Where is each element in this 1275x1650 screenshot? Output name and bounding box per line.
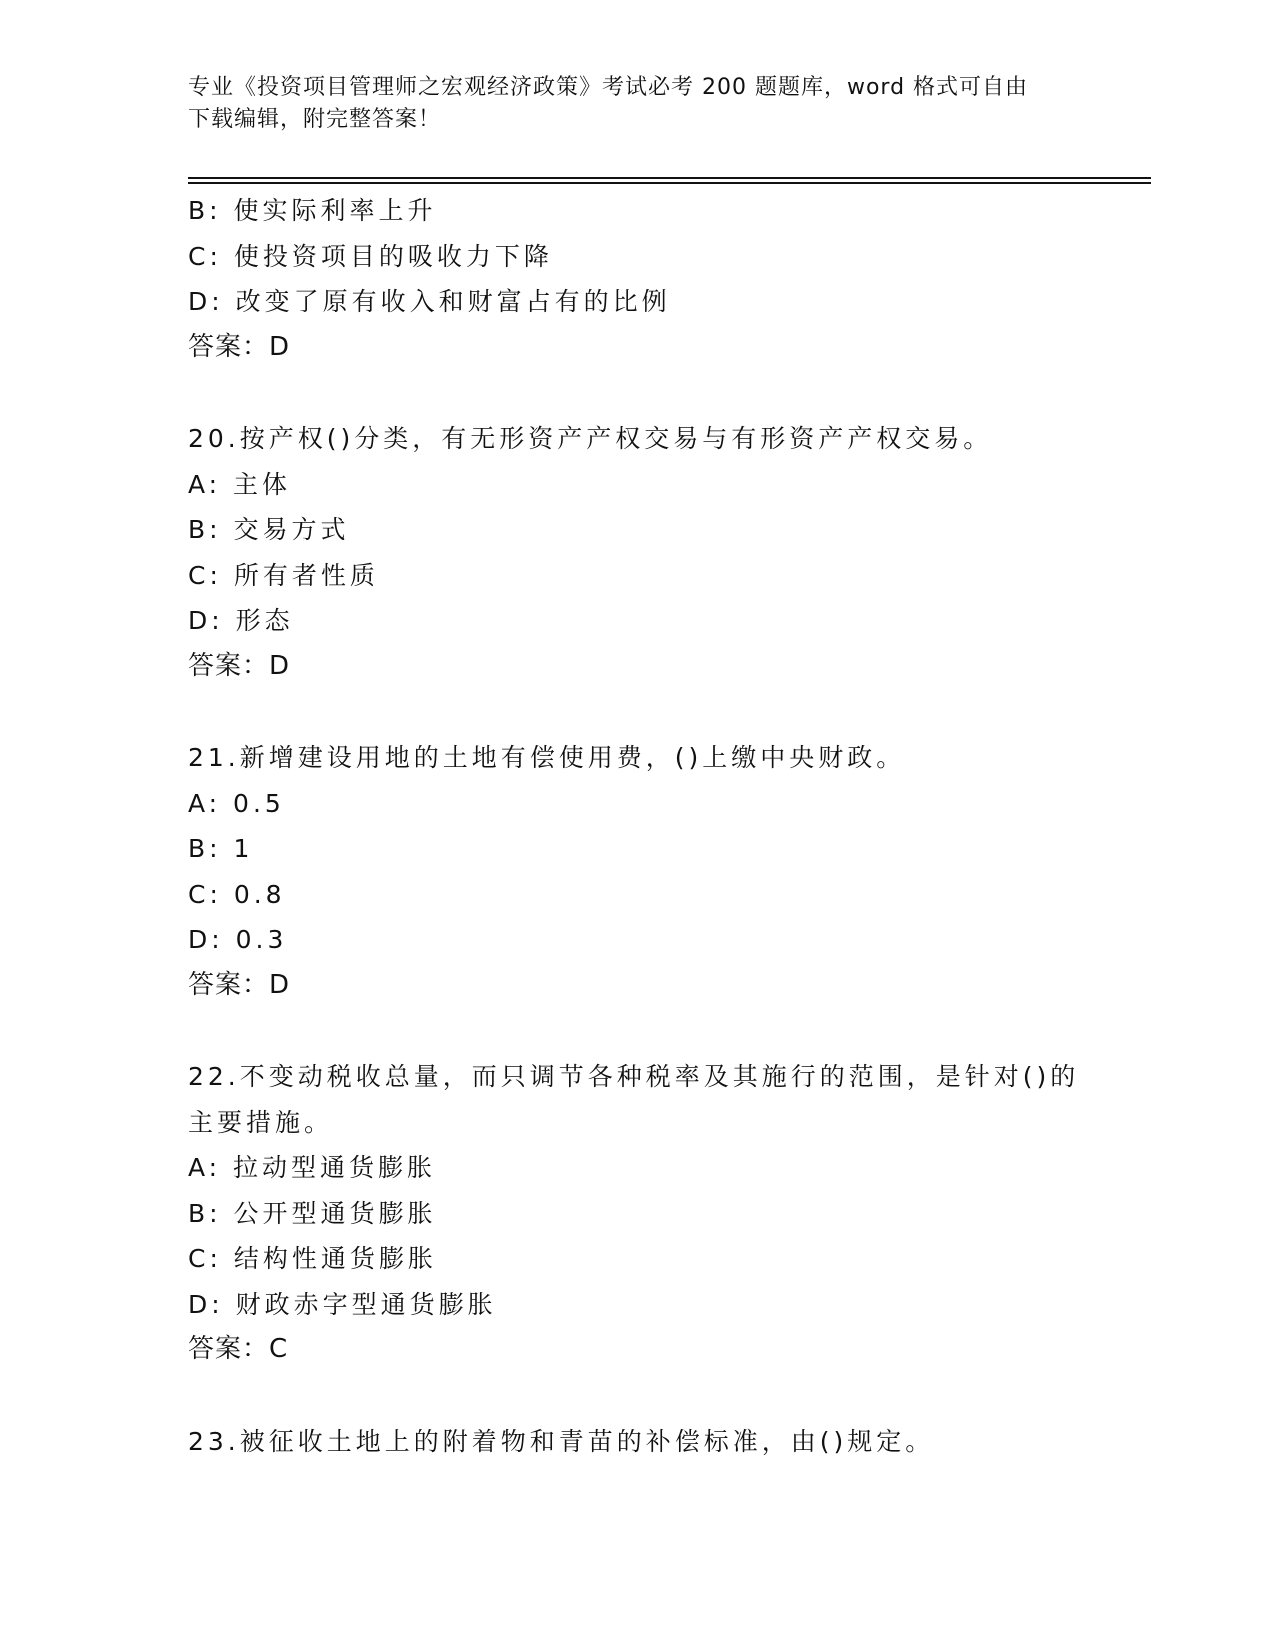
option-a: A: 主体 xyxy=(188,469,292,499)
option-c: C: 0.8 xyxy=(188,879,286,909)
question-23 xyxy=(188,1419,1088,1465)
question-19-tail xyxy=(188,188,1088,370)
option-d: D: 财政赤字型通货膨胀 xyxy=(188,1289,497,1319)
question-stem: 20.按产权()分类，有无形资产产权交易与有形资产产权交易。 xyxy=(188,424,993,453)
answer: 答案：D xyxy=(188,650,291,681)
question-stem: 23.被征收土地上的附着物和青苗的补偿标准，由()规定。 xyxy=(188,1426,935,1456)
option-b: B: 1 xyxy=(188,834,254,863)
question-list xyxy=(188,188,1088,1464)
option-c: C: 使投资项目的吸收力下降 xyxy=(188,241,553,271)
option-d: D: 0.3 xyxy=(188,925,288,954)
option-b: B: 交易方式 xyxy=(188,515,350,544)
option-c: C: 结构性通货膨胀 xyxy=(188,1244,437,1273)
question-stem: 21.新增建设用地的土地有偿使用费，()上缴中央财政。 xyxy=(188,743,906,772)
option-b: B: 公开型通货膨胀 xyxy=(188,1198,437,1228)
answer: 答案：C xyxy=(188,1334,289,1364)
header-title-line-2: 下载编辑，附完整答案！ xyxy=(188,107,442,132)
question-22 xyxy=(188,1054,1088,1373)
question-stem-line-1: 22.不变动税收总量，而只调节各种税率及其施行的范围，是针对()的 xyxy=(188,1062,1080,1091)
option-d: D: 形态 xyxy=(188,606,294,635)
document-header xyxy=(188,72,1068,136)
question-21 xyxy=(188,735,1088,1008)
option-c: C: 所有者性质 xyxy=(188,560,379,590)
option-b: B: 使实际利率上升 xyxy=(188,196,437,225)
answer: 答案：D xyxy=(188,331,291,362)
question-stem-line-2: 主要措施。 xyxy=(188,1107,334,1137)
header-title-line-1: 专业《投资项目管理师之宏观经济政策》考试必考 200 题题库，word 格式可自由 xyxy=(188,75,1029,100)
header-divider-bottom xyxy=(188,182,1151,184)
option-a: A: 0.5 xyxy=(188,788,285,818)
option-d: D: 改变了原有收入和财富占有的比例 xyxy=(188,287,671,316)
answer: 答案：D xyxy=(188,969,291,1000)
question-20 xyxy=(188,416,1088,689)
option-a: A: 拉动型通货膨胀 xyxy=(188,1153,437,1182)
header-divider-top xyxy=(188,177,1151,179)
